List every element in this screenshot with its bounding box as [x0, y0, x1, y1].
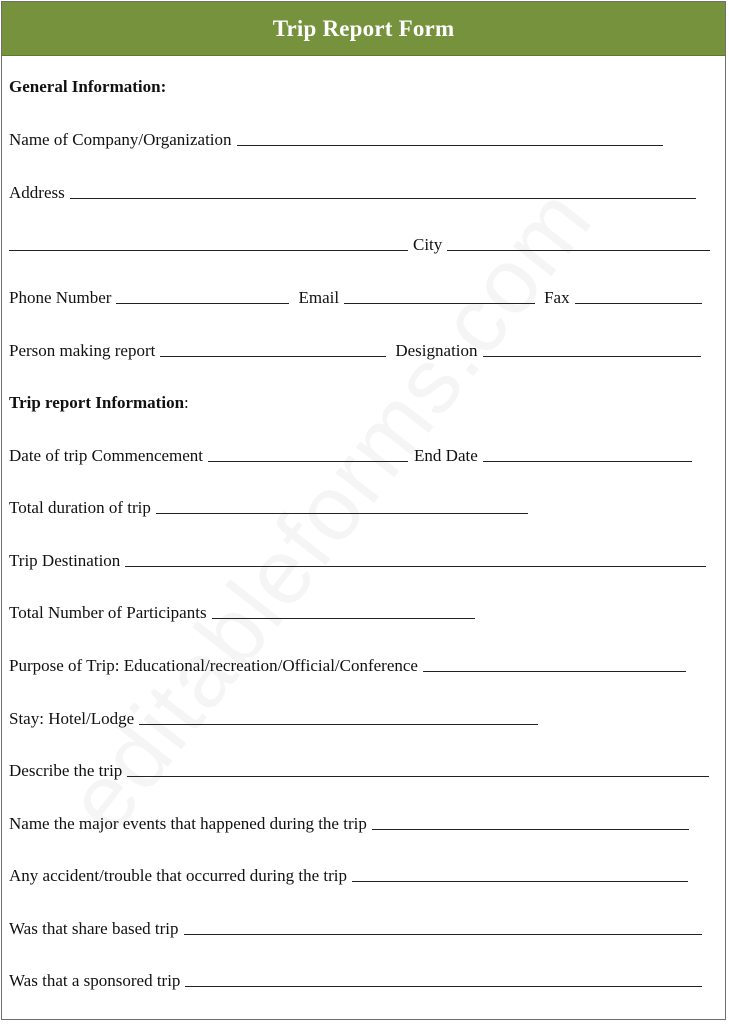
field-row-share-based — [9, 917, 719, 941]
field-row-major-events — [9, 812, 719, 836]
field-row-address — [9, 181, 719, 205]
input-line-duration[interactable] — [156, 512, 528, 514]
input-line-destination[interactable] — [125, 565, 706, 567]
input-line-share-based[interactable] — [184, 933, 702, 935]
section-general — [9, 75, 719, 99]
label-sponsored: Was that a sponsored trip — [9, 971, 181, 990]
input-line-address-2[interactable] — [9, 249, 408, 251]
form-title: Trip Report Form — [272, 15, 455, 41]
input-line-city[interactable] — [447, 249, 710, 251]
label-company: Name of Company/Organization — [9, 130, 232, 149]
label-person: Person making report — [9, 341, 156, 360]
field-row-contact — [9, 286, 719, 310]
label-end-date: End Date — [414, 446, 478, 465]
section-heading-general: General Information: — [9, 77, 167, 96]
input-line-address[interactable] — [70, 197, 696, 199]
label-city: City — [413, 235, 443, 254]
field-row-purpose — [9, 654, 719, 678]
input-line-date-start[interactable] — [208, 460, 408, 462]
field-row-sponsored — [9, 969, 719, 993]
label-duration: Total duration of trip — [9, 498, 151, 517]
form-header — [2, 2, 725, 56]
field-row-stay — [9, 707, 719, 731]
label-destination: Trip Destination — [9, 551, 121, 570]
input-line-company[interactable] — [237, 144, 663, 146]
field-row-dates — [9, 444, 719, 468]
input-line-accident[interactable] — [352, 880, 688, 882]
input-line-email[interactable] — [344, 302, 535, 304]
label-purpose: Purpose of Trip: Educational/recreation/Official/Conference — [9, 656, 418, 675]
field-row-duration — [9, 496, 719, 520]
label-date-start: Date of trip Commencement — [9, 446, 204, 465]
input-line-stay[interactable] — [139, 723, 538, 725]
field-row-city — [9, 233, 719, 257]
input-line-sponsored[interactable] — [185, 985, 702, 987]
field-row-destination — [9, 549, 719, 573]
field-row-company — [9, 128, 719, 152]
label-designation: Designation — [395, 341, 478, 360]
field-row-participants — [9, 601, 719, 625]
field-row-accident — [9, 864, 719, 888]
label-accident: Any accident/trouble that occurred during the trip — [9, 866, 347, 885]
input-line-phone[interactable] — [116, 302, 289, 304]
label-address: Address — [9, 183, 65, 202]
field-row-describe — [9, 759, 719, 783]
input-line-end-date[interactable] — [483, 460, 692, 462]
label-email: Email — [298, 288, 340, 307]
field-row-person — [9, 339, 719, 363]
label-stay: Stay: Hotel/Lodge — [9, 709, 135, 728]
input-line-person[interactable] — [160, 355, 386, 357]
label-participants: Total Number of Participants — [9, 603, 207, 622]
input-line-purpose[interactable] — [423, 670, 686, 672]
label-major-events: Name the major events that happened during the trip — [9, 814, 367, 833]
input-line-participants[interactable] — [212, 617, 475, 619]
input-line-major-events[interactable] — [372, 828, 689, 830]
label-describe: Describe the trip — [9, 761, 123, 780]
input-line-describe[interactable] — [127, 775, 709, 777]
section-trip — [9, 391, 719, 415]
input-line-fax[interactable] — [575, 302, 702, 304]
label-phone: Phone Number — [9, 288, 112, 307]
label-fax: Fax — [544, 288, 570, 307]
input-line-designation[interactable] — [483, 355, 701, 357]
label-share-based: Was that share based trip — [9, 919, 179, 938]
section-heading-trip: Trip report Information: — [9, 393, 189, 412]
